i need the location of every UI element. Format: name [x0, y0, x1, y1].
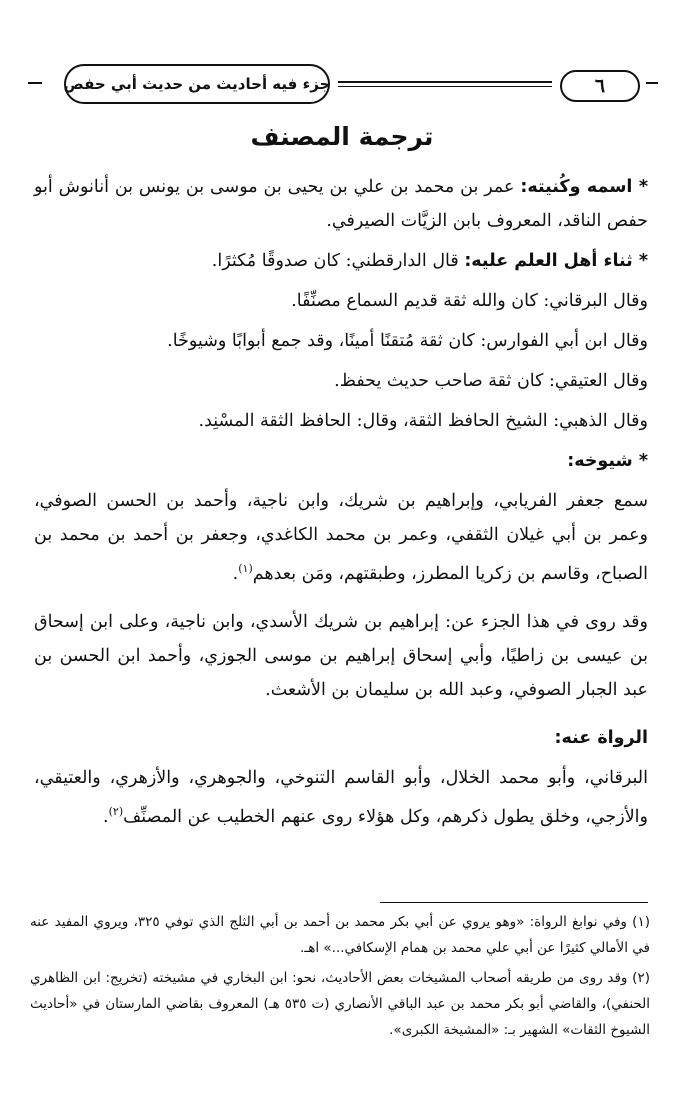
narrators-text: البرقاني، وأبو محمد الخلال، وأبو القاسم التنوخي، والجوهري، والأزهري، والعتيقي، والأزجي، وخلق يطول ذكرهم، وكل هؤلاء روى عنهم الخطيب عن المصنِّف — [34, 767, 648, 827]
praise-item: وقال البرقاني: كان والله ثقة قديم السماع مصنِّفًا. — [291, 291, 648, 311]
narrators-heading — [34, 721, 648, 755]
in-this-part-paragraph: وقد روى في هذا الجزء عن: إبراهيم بن شريك الأسدي، وابن ناجية، وعلى ابن إسحاق بن عيسى بن زاطيًا، وأبي إسحاق إبراهيم بن موسى الجوزي، وأحمد ابن الحسن بن عبد الجبار الصوفي، وعبد الله بن سليمان بن الأشعث. — [34, 611, 648, 700]
praise-item: وقال العتيقي: كان ثقة صاحب حديث يحفظ. — [334, 371, 648, 391]
footnote-2: (٢) وقد روى من طريقه أصحاب المشيخات بعض الأحاديث، نحو: ابن البخاري في مشيخته (تخريج: ابن الظاهري الحنفي)، والقاضي أبو بكر محمد بن عبد الباقي الأنصاري (ت ٥٣٥ هـ) المعروف بقاضي المارستان في «أحاديث الشيوخ الثقات» الشهير بـ: «المشيخة الكبرى». — [30, 970, 650, 1038]
teachers-text: سمع جعفر الفريابي، وإبراهيم بن شريك، وابن ناجية، وأحمد بن الحسن الصوفي، وعمر بن أبي غيلان الثقفي، وعمر بن محمد الكاغدي، وجعفر بن أحمد بن محمد بن الصباح، وقاسم بن زكريا المطرز، وطبقتهم، ومَن بعدهم — [34, 491, 648, 584]
header-rule-right — [646, 82, 658, 84]
biography-body — [34, 170, 648, 834]
footnote-1: (١) وفي نوابغ الرواة: «وهو يروي عن أبي بكر محمد بن أحمد بن أبي الثلج الذي توفي ٣٢٥، ويروي المفيد عنه في الأمالي كثيرًا عن أبي علي محمد بن همام الإسكافي...» اهـ. — [30, 914, 650, 956]
praise-label: * ثناء أهل العلم عليه: — [464, 251, 648, 271]
teachers-heading — [34, 444, 648, 478]
teachers-end: . — [232, 563, 239, 584]
header-rule-middle — [338, 81, 552, 83]
footnote-ref-2[interactable]: (٢) — [108, 804, 124, 818]
page-header — [28, 62, 658, 110]
narrators-paragraph — [34, 761, 648, 834]
praise-first-text: قال الدارقطني: كان صدوقًا مُكثرًا. — [211, 251, 459, 271]
teachers-label: * شيوخه: — [567, 451, 648, 471]
praise-item: وقال ابن أبي الفوارس: كان ثقة مُتقنًا أمينًا، وقد جمع أبوابًا وشيوخًا. — [167, 331, 648, 351]
footnotes — [30, 909, 650, 1047]
running-title: جزء فيه أحاديث من حديث أبي حفص — [64, 64, 330, 104]
praise-first — [34, 244, 648, 278]
name-label: * اسمه وكُنيته: — [520, 177, 648, 197]
name-text: عمر بن محمد بن علي بن يحيى بن موسى بن يونس بن أنانوش أبو حفص الناقد، المعروف بابن الزيَّات الصيرفي. — [34, 177, 648, 231]
page-number: ٦ — [560, 70, 640, 102]
name-paragraph — [34, 170, 648, 238]
narrators-end: . — [103, 806, 109, 827]
footnote-ref-1[interactable]: (١) — [238, 562, 253, 575]
footnote-separator — [380, 902, 648, 903]
praise-item: وقال الذهبي: الشيخ الحافظ الثقة، وقال: الحافظ الثقة المسْنِد. — [198, 411, 648, 431]
teachers-paragraph — [34, 484, 648, 591]
header-rule-left — [28, 82, 42, 84]
section-title: ترجمة المصنف — [250, 122, 434, 151]
narrators-label: الرواة عنه: — [554, 727, 648, 748]
